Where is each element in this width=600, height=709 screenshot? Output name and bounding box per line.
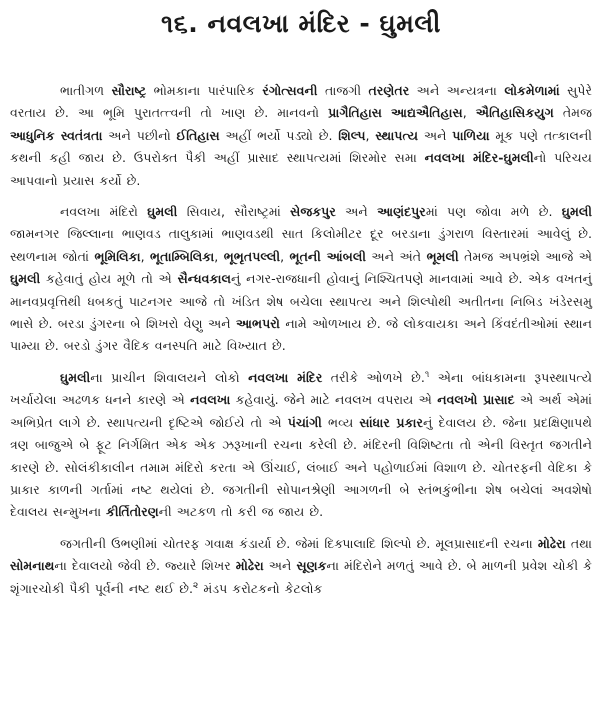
text-run: નું દેવાલય છે. જેના પ્રદક્ષિણાપથે ત્રણ બાજુએ બે ફૂટ નિર્ગમિત એક એક ઝરૂખાની રચના કરેલી છે. મંદિરની વિશિષ્ટતા તો એની વિસ્તૃત જગતીને કારણે છે. સોલંકીકાલીન તમામ મંદિરો કરતા એ ઊંચાઈ, લંબાઈ અને પહોળાઈમાં વિશાળ છે. ચોતરફની વેદિકા કે પ્રાકાર કાળની ગર્તામાં નષ્ટ થયેલાં છે. જગતીની સોપાનશ્રેણી આગળની બે સ્તંભકુંભીના શેષ બચેલાં અવશેષો દેવાલય સન્મુખના bbox=[10, 414, 592, 520]
text-run: ભાતીગળ bbox=[60, 83, 112, 98]
text-run: ના મંદિરોને મળતું આવે છે. બે માળની પ્રવેશ ચોકી કે શૃંગારચોકી પૈકી પૂર્વની નષ્ટ થઈ છે. bbox=[10, 558, 592, 596]
bold-term: સૂણક bbox=[296, 558, 327, 574]
bold-term: તરણેતર bbox=[368, 83, 410, 98]
text-run: જામનગર જિલ્લાના ભાણવડ તાલુકામાં ભાણવડથી સાત કિલોમીટર દૂર બરડાના ડુંગરાળ વિસ્તારમાં આવેલું છે. સ્થળનામ જોતાં bbox=[10, 226, 592, 264]
bold-term: ઐતિહાસિકયુગ bbox=[475, 105, 554, 121]
text-run: તરીકે ઓળખે છે. bbox=[322, 369, 425, 385]
bold-term: પ્રાગૈતિહાસ bbox=[328, 105, 382, 121]
bold-term: કીર્તિતોરણ bbox=[106, 504, 159, 520]
paragraph-2 bbox=[10, 201, 592, 358]
text-run: , bbox=[214, 248, 224, 264]
text-run: અને bbox=[263, 558, 297, 574]
text-run: માં પણ જોવા મળે છે. bbox=[425, 204, 562, 220]
bold-term: પાળિયા bbox=[452, 127, 490, 143]
bold-term: નવલખા મંદિર bbox=[248, 369, 323, 385]
bold-term: ભૂમિલિકા bbox=[94, 248, 141, 264]
text-run: સુપેરે વરતાય છે. આ ભૂમિ પુરાતત્ત્વની તો ખાણ છે. માનવનો bbox=[10, 83, 592, 121]
bold-term: સ્થાપત્ય bbox=[375, 127, 419, 143]
text-run: અને bbox=[418, 127, 453, 143]
bold-term: આણંદપુર bbox=[377, 204, 426, 220]
bold-term: નવલખો પ્રાસાદ bbox=[437, 392, 515, 408]
bold-term: નવલખા મંદિર-ઘુમલી bbox=[424, 150, 534, 166]
text-run: તેમજ અપભ્રંશે આજે એ bbox=[458, 248, 592, 264]
bold-term: આદ્યઐતિહાસ bbox=[391, 105, 463, 121]
text-run: કહેવાયું. જેને માટે નવલખ વપરાય એ bbox=[230, 392, 438, 408]
text-run: ભવ્ય bbox=[321, 414, 360, 430]
footnote-marker: ૨ bbox=[193, 580, 199, 591]
text-run: ભોમકાના પારંપારિક bbox=[146, 83, 263, 98]
bold-term: આધુનિક સ્વતંત્રતા bbox=[10, 127, 103, 143]
text-run: તેમજ bbox=[553, 105, 592, 121]
text-run: , bbox=[462, 105, 476, 121]
text-run: તાજગી bbox=[317, 83, 369, 98]
document-body bbox=[10, 80, 592, 600]
bold-term: મોઢેરા bbox=[235, 558, 264, 574]
bold-term: ભૂભૃતપલ્લી bbox=[223, 248, 281, 264]
text-run: નું નગર-રાજધાની હોવાનું નિશ્ચિતપણે માનવામાં આવે છે. એક વખતનું માનવપ્રવૃત્તિથી ધબકતું પાટનગર આજે તો ખંડિત શેષ બચેલા સ્થાપત્ય અને શિલ્પોથી અતીતના નિબિડ ખંડેરસમુ ભાસે છે. બરડા ડુંગરના બે શિખરો વેણુ અને bbox=[10, 271, 593, 332]
bold-term: નવલખા bbox=[190, 392, 231, 408]
bold-term: ભૂતામ્બિલિકા bbox=[150, 248, 215, 264]
text-run: અહીં ભર્યો પડ્યો છે. bbox=[219, 127, 339, 143]
bold-term: રંગોત્સવની bbox=[262, 83, 318, 98]
bold-term: સૌરાષ્ટ્ર bbox=[111, 83, 147, 98]
text-run: , bbox=[280, 248, 290, 264]
bold-term: ભૂમલી bbox=[426, 248, 459, 264]
text-run: , bbox=[365, 127, 376, 143]
bold-term: શિલ્પ bbox=[338, 127, 366, 143]
text-run: , bbox=[140, 248, 151, 264]
text-run: અને bbox=[335, 204, 378, 220]
bold-term: પંચાંગી bbox=[287, 414, 322, 430]
text-run: અને અન્યત્રના bbox=[409, 83, 505, 98]
bold-term: લોકમેળામાં bbox=[504, 83, 560, 98]
text-run: ની અટકળ તો કરી જ જાય છે. bbox=[158, 504, 324, 520]
text-run: મૂક પણે તત્કાલની કથની કહી જાય છે. ઉપરોક્ત પૈકી અહીં પ્રાસાદ સ્થાપત્યમાં શિરમોર સમા bbox=[10, 127, 592, 166]
bold-term: સેજકપુર bbox=[290, 204, 336, 220]
text-run: ના દેવાલયો જેવી છે. જ્યારે શિખર bbox=[54, 558, 236, 574]
text-run: કહેવાતું હોય મૂળે તો એ bbox=[40, 271, 178, 287]
text-run: સિવાય, સૌરાષ્ટ્રમાં bbox=[177, 204, 291, 220]
bold-term: ઘુમલી bbox=[60, 369, 91, 385]
bold-term: ઈતિહાસ bbox=[176, 127, 220, 143]
paragraph-3 bbox=[10, 367, 592, 524]
bold-term: ભૂતની આંબલી bbox=[289, 248, 366, 264]
bold-term: સૈન્ધવકાલ bbox=[177, 271, 231, 287]
bold-term: આભપરો bbox=[236, 316, 280, 332]
paragraph-4 bbox=[10, 533, 592, 600]
text-run: અને પછીનો bbox=[102, 127, 177, 143]
text-run: તથા bbox=[565, 535, 592, 551]
paragraph-1 bbox=[10, 80, 592, 192]
text-run bbox=[382, 105, 391, 120]
text-run: નામે ઓળખાય છે. જે લોકવાયકા અને કિંવદંતીઓમાં સ્થાન પામ્યા છે. બરડો ડુંગર વૈદિક વનસ્પતિ માટે વિખ્યાત છે. bbox=[10, 316, 592, 354]
bold-term: સાંધાર પ્રકાર bbox=[359, 414, 424, 430]
page-title: ૧૬. નવલખા મંદિર - ઘુમલી bbox=[161, 9, 441, 38]
text-run: એના બાંધકામના રૂપસ્થાપત્યે ખર્ચાયેલા અઢળક ધનને કારણે એ bbox=[10, 369, 593, 408]
text-run: અને અંતે bbox=[365, 248, 427, 264]
text-run: એ અર્થ એમાં અભિપ્રેત લાગે છે. સ્થાપત્યની દૃષ્ટિએ જોઈયે તો એ bbox=[10, 392, 592, 430]
bold-term: સોમનાથ bbox=[10, 558, 55, 574]
bold-term: ઘુમલી bbox=[10, 271, 41, 287]
text-run: નવલખા મંદિરો bbox=[60, 204, 148, 220]
text-run: મંડપ કરોટકનો કેટલોક bbox=[198, 580, 323, 596]
text-run: નો પરિચય આપવાનો પ્રયાસ કર્યો છે. bbox=[10, 150, 592, 188]
text-run: ના પ્રાચીન શિવાલયને લોકો bbox=[90, 369, 249, 385]
bold-term: ઘુમલી bbox=[561, 204, 592, 220]
footnote-marker: ૧ bbox=[424, 369, 430, 380]
bold-term: મોઢેરા bbox=[537, 535, 566, 551]
bold-term: ઘુમલી bbox=[147, 204, 178, 220]
text-run: જગતીની ઉભણીમાં ચોતરફ ગવાક્ષ કંડાર્યા છે. જેમાં દિક્પાલાદિ શિલ્પો છે. મૂલપ્રાસાદની રચના bbox=[60, 535, 538, 551]
